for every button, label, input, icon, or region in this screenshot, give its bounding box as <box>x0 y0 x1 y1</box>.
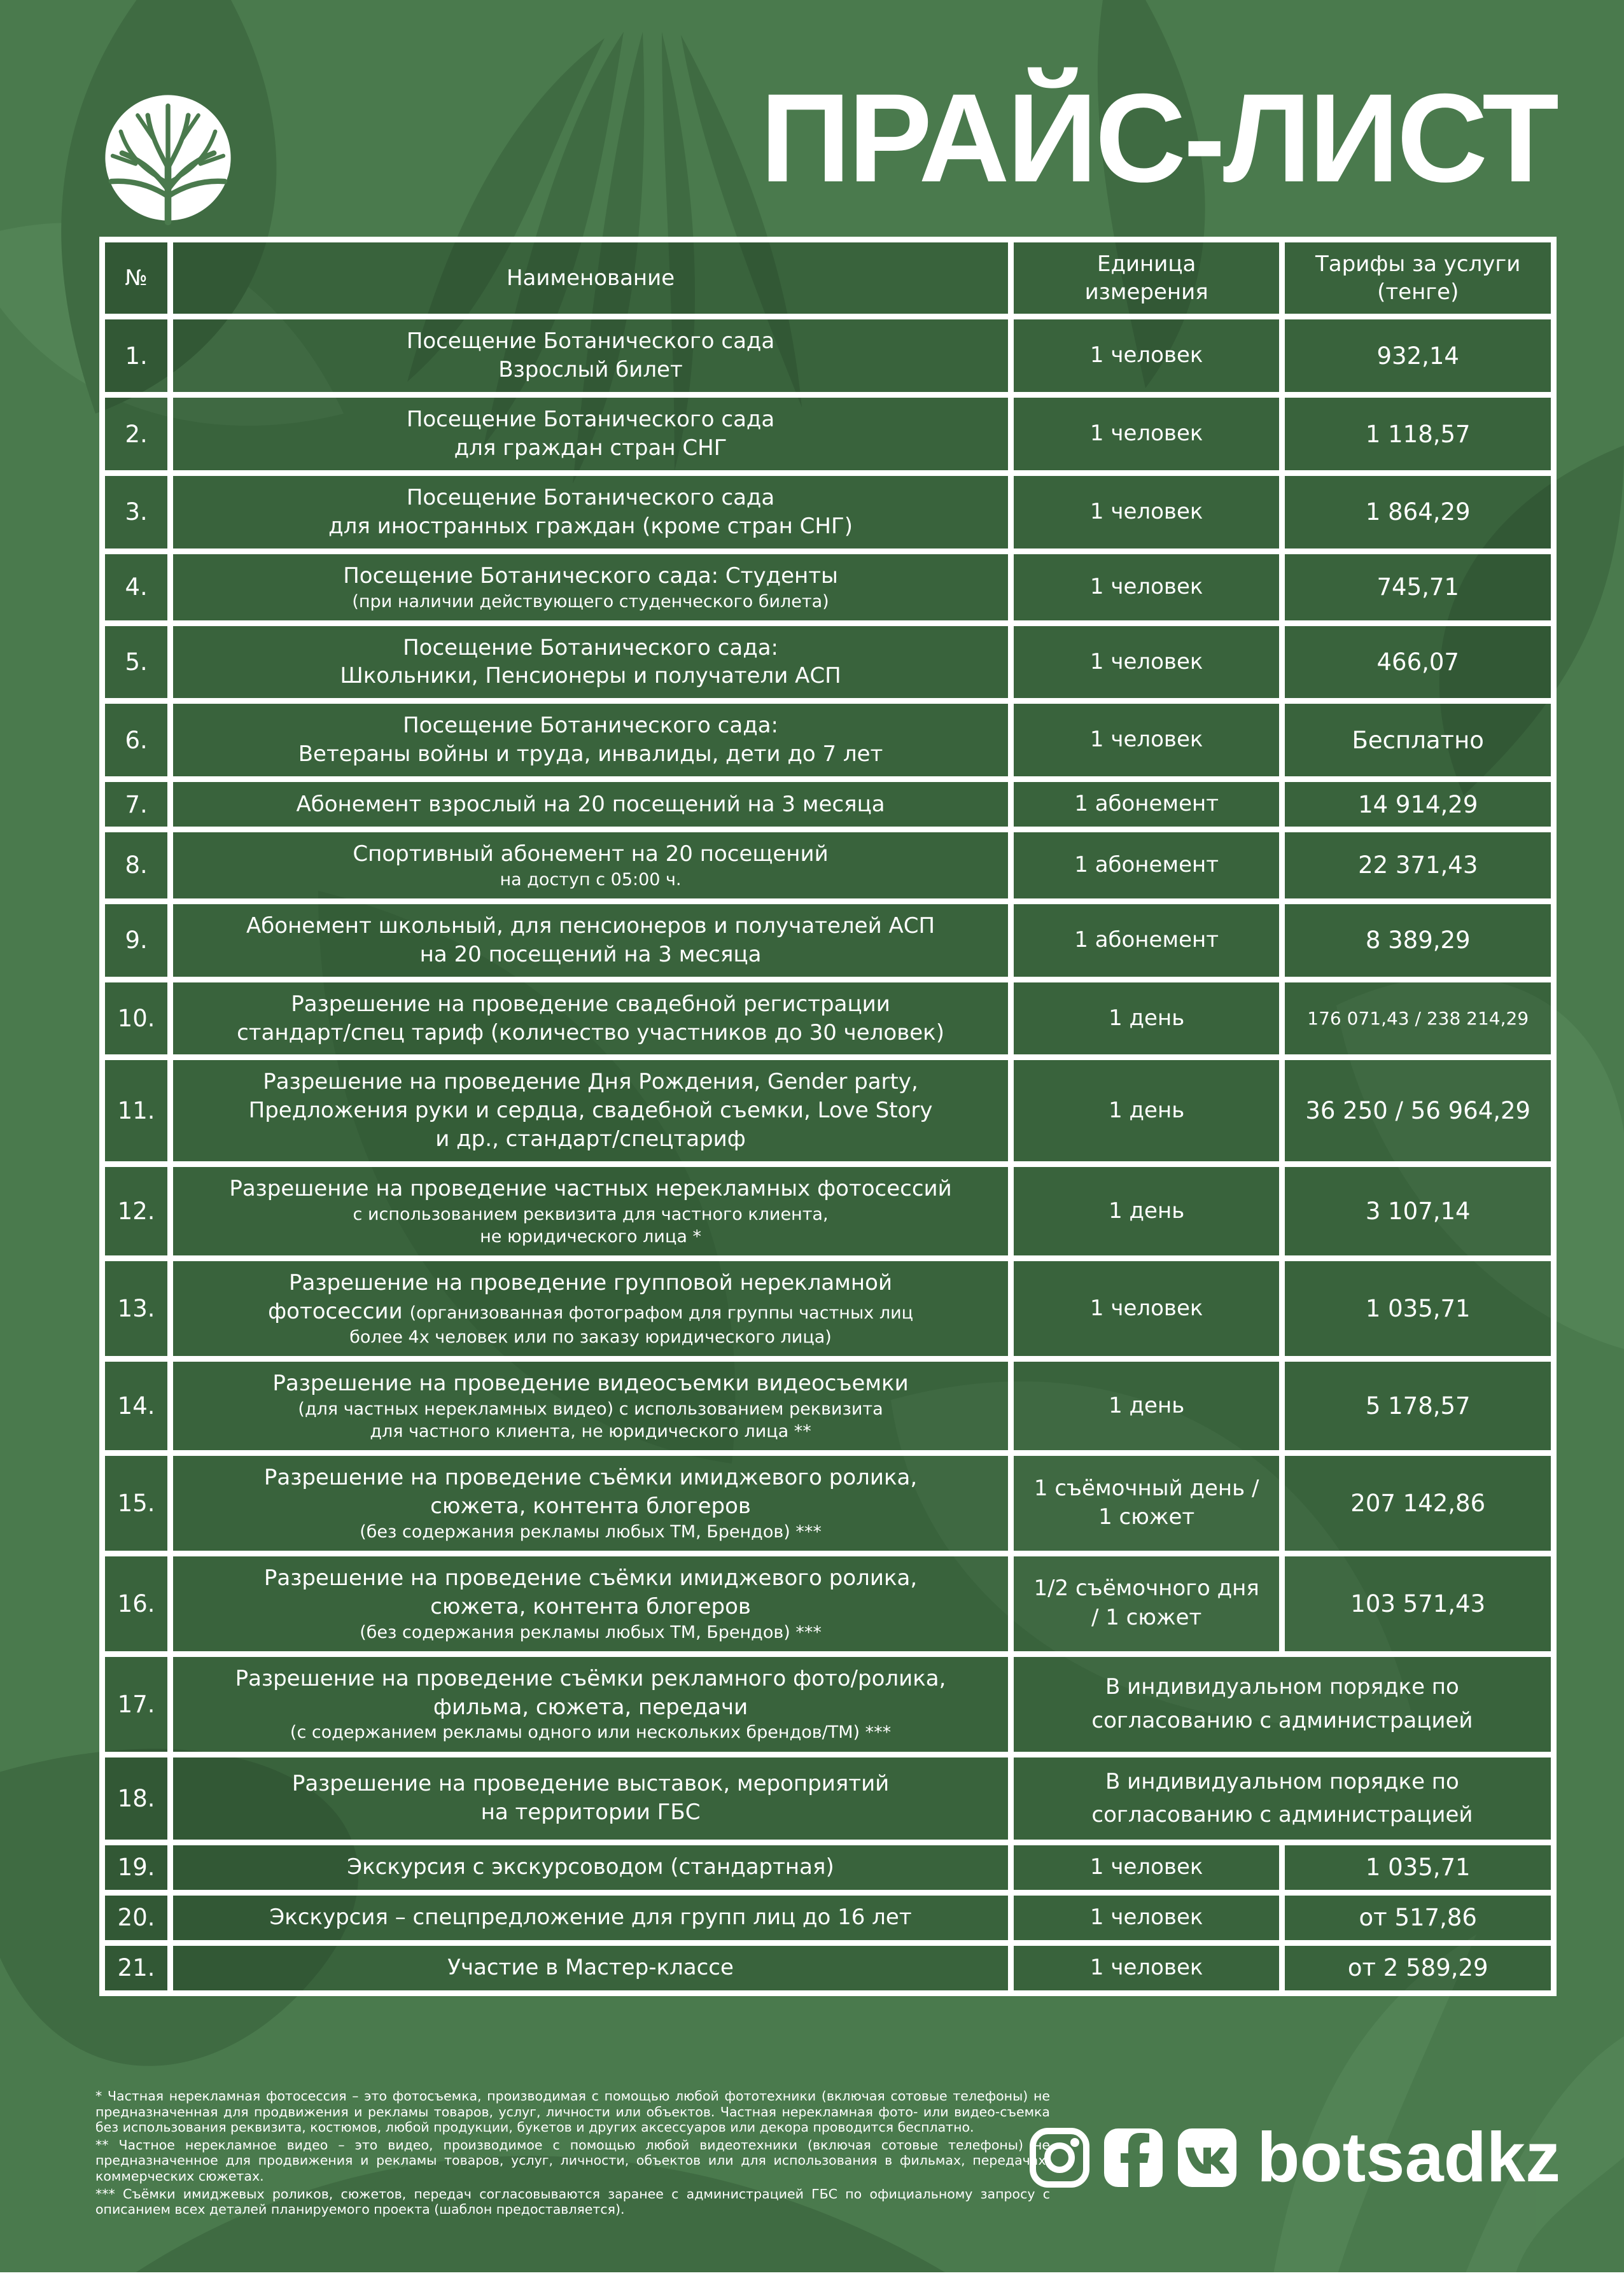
service-name-line <box>183 1953 998 1982</box>
individual-terms-line: В индивидуальном порядке по <box>1105 1674 1459 1700</box>
price-table-body <box>102 317 1554 1993</box>
service-name-text: Разрешение на проведение видеосъемки видеосъемки <box>272 1370 909 1396</box>
service-name <box>171 623 1011 701</box>
unit-line: 1 человек <box>1089 1854 1203 1880</box>
service-name-text: Разрешение на проведение свадебной регистрации <box>291 991 890 1017</box>
unit-cell <box>1011 1359 1282 1453</box>
table-row <box>102 1164 1554 1259</box>
header-tariff: Тарифы за услуги (тенге) <box>1282 240 1554 317</box>
service-name-text: Разрешение на проведение частных нерекламных фотосессий <box>229 1176 952 1202</box>
service-name <box>171 395 1011 473</box>
service-name-line <box>183 912 998 940</box>
service-name-line <box>183 711 998 740</box>
row-number: 21. <box>102 1943 171 1993</box>
service-name-text: стандарт/спец тариф (количество участников до 30 человек) <box>237 1019 944 1045</box>
service-name-line <box>183 1269 998 1297</box>
table-row <box>102 473 1554 551</box>
service-name-text: Предложения руки и сердца, свадебной съемки, Love Story <box>248 1098 933 1124</box>
price-table <box>99 237 1557 1996</box>
footnote: * Частная нерекламная фотосессия – это фотосъемка, производимая с помощью любой фототехники (включая сотовые телефоны) не предназначенная для продвижения и рекламы товаров, услуг, личности или объектов. Частная нерекламная фото- или видео-съемка без использования реквизита, костюмов, любой продукции, букетов и других аксессуаров или декора проводится бесплатно. <box>95 2088 1050 2135</box>
price-cell: 1 035,71 <box>1282 1842 1554 1892</box>
service-name-line <box>183 1068 998 1096</box>
service-name-text: на территории ГБС <box>480 1799 701 1826</box>
row-number: 7. <box>102 779 171 830</box>
unit-cell <box>1011 829 1282 901</box>
unit-line: 1 съёмочный день / <box>1033 1475 1259 1501</box>
service-name-line <box>183 512 998 541</box>
service-name-text: Разрешение на проведение групповой нерекламной <box>289 1270 893 1296</box>
price-cell: 745,71 <box>1282 551 1554 623</box>
row-number: 2. <box>102 395 171 473</box>
service-name-line <box>183 1398 998 1420</box>
table-row <box>102 551 1554 623</box>
service-name-text: Участие в Мастер-классе <box>447 1955 734 1981</box>
service-name-line <box>183 1721 998 1743</box>
social-links <box>1029 2118 1560 2197</box>
service-name-line <box>183 590 998 613</box>
service-name <box>171 1842 1011 1892</box>
service-name-line <box>183 1492 998 1521</box>
service-name-line <box>183 1369 998 1398</box>
unit-cell <box>1011 395 1282 473</box>
unit-line: 1 человек <box>1089 1954 1203 1980</box>
unit-line: 1 абонемент <box>1074 852 1219 878</box>
price-cell: 207 142,86 <box>1282 1453 1554 1554</box>
table-row <box>102 979 1554 1058</box>
service-name-text: Разрешение на проведение съёмки рекламного фото/ролика, <box>235 1665 946 1691</box>
unit-cell <box>1011 1453 1282 1554</box>
unit-line: 1 день <box>1109 1392 1185 1418</box>
price-cell: 14 914,29 <box>1282 779 1554 830</box>
service-name-line <box>183 1175 998 1203</box>
service-name <box>171 901 1011 979</box>
row-number: 18. <box>102 1754 171 1842</box>
service-name <box>171 701 1011 779</box>
service-name-text: Разрешение на проведение Дня Рождения, Gender party, <box>263 1069 918 1095</box>
service-name-text: фотосессии <box>268 1299 410 1325</box>
row-number: 12. <box>102 1164 171 1259</box>
unit-cell <box>1011 979 1282 1058</box>
service-name-text: Посещение Ботанического сада <box>406 484 775 510</box>
table-row <box>102 1058 1554 1164</box>
service-name-line <box>183 1326 998 1348</box>
service-name-text: Разрешение на проведение съёмки имиджевого ролика, <box>263 1465 918 1491</box>
table-row <box>102 1892 1554 1943</box>
service-name-text: Экскурсия с экскурсоводом (стандартная) <box>347 1854 834 1880</box>
table-row <box>102 1553 1554 1654</box>
unit-line: 1 человек <box>1089 1904 1203 1930</box>
price-cell: 103 571,43 <box>1282 1553 1554 1654</box>
price-cell: 36 250 / 56 964,29 <box>1282 1058 1554 1164</box>
service-name <box>171 1892 1011 1943</box>
unit-cell <box>1011 701 1282 779</box>
unit-cell <box>1011 1943 1282 1993</box>
page-title: ПРАЙС-ЛИСТ <box>760 67 1557 208</box>
service-name-text: для граждан стран СНГ <box>454 435 727 461</box>
table-row <box>102 829 1554 901</box>
price-cell: 5 178,57 <box>1282 1359 1554 1453</box>
service-name <box>171 1553 1011 1654</box>
unit-cell <box>1011 1842 1282 1892</box>
service-name-text: (организованная фотографом для группы частных лиц <box>409 1303 914 1324</box>
service-name-line <box>183 634 998 662</box>
table-row <box>102 395 1554 473</box>
service-name <box>171 979 1011 1058</box>
unit-line: 1 сюжет <box>1098 1504 1195 1530</box>
row-number: 11. <box>102 1058 171 1164</box>
header-unit: Единица измерения <box>1011 240 1282 317</box>
price-cell: 466,07 <box>1282 623 1554 701</box>
service-name-line <box>183 662 998 690</box>
unit-line: 1 день <box>1109 1005 1185 1031</box>
row-number: 14. <box>102 1359 171 1453</box>
row-number: 19. <box>102 1842 171 1892</box>
service-name-line <box>183 1203 998 1226</box>
price-cell: 22 371,43 <box>1282 829 1554 901</box>
service-name-line <box>183 1297 998 1326</box>
service-name-text: более 4х человек или по заказу юридического лица) <box>349 1327 832 1347</box>
service-name-line <box>183 1621 998 1644</box>
service-name-line <box>183 1125 998 1154</box>
service-name-text: и др., стандарт/спецтариф <box>435 1126 746 1152</box>
unit-cell <box>1011 1892 1282 1943</box>
service-name-line <box>183 869 998 891</box>
row-number: 1. <box>102 317 171 395</box>
service-name-text: для иностранных граждан (кроме стран СНГ) <box>328 513 853 539</box>
service-name-text: (с содержанием рекламы одного или нескольких брендов/ТМ) *** <box>290 1722 892 1743</box>
service-name-line <box>183 1226 998 1248</box>
row-number: 8. <box>102 829 171 901</box>
service-name-line <box>183 1420 998 1443</box>
service-name-line <box>183 327 998 356</box>
vk-icon[interactable] <box>1177 2127 1238 2188</box>
service-name-line <box>183 740 998 769</box>
unit-line: 1 абонемент <box>1074 926 1219 953</box>
service-name-line <box>183 434 998 463</box>
row-number: 6. <box>102 701 171 779</box>
row-number: 4. <box>102 551 171 623</box>
unit-cell <box>1011 623 1282 701</box>
unit-cell <box>1011 317 1282 395</box>
unit-line: 1 человек <box>1089 727 1203 753</box>
unit-line: 1 человек <box>1089 421 1203 447</box>
service-name-line <box>183 1521 998 1543</box>
service-name-line <box>183 1564 998 1593</box>
unit-cell <box>1011 901 1282 979</box>
unit-cell <box>1011 1164 1282 1259</box>
price-cell: 176 071,43 / 238 214,29 <box>1282 979 1554 1058</box>
header-name: Наименование <box>171 240 1011 317</box>
unit-line: 1 человек <box>1089 573 1203 599</box>
table-row <box>102 1259 1554 1359</box>
row-number: 10. <box>102 979 171 1058</box>
price-cell: от 517,86 <box>1282 1892 1554 1943</box>
service-name-text: Посещение Ботанического сада: <box>403 713 778 739</box>
table-row <box>102 1754 1554 1842</box>
unit-line: 1 абонемент <box>1074 791 1219 817</box>
service-name-line <box>183 790 998 819</box>
service-name-text: Посещение Ботанического сада: Студенты <box>343 563 838 589</box>
table-row <box>102 701 1554 779</box>
row-number: 13. <box>102 1259 171 1359</box>
price-cell: 1 118,57 <box>1282 395 1554 473</box>
unit-line: 1 человек <box>1089 648 1203 674</box>
row-number: 15. <box>102 1453 171 1554</box>
price-cell: 932,14 <box>1282 317 1554 395</box>
header-number: № <box>102 240 171 317</box>
price-table-container <box>99 237 1557 1996</box>
service-name-text: Взрослый билет <box>498 357 683 383</box>
service-name-line <box>183 990 998 1019</box>
unit-line: / 1 сюжет <box>1091 1605 1202 1631</box>
instagram-icon[interactable] <box>1029 2127 1090 2188</box>
service-name-line <box>183 356 998 384</box>
service-name-line <box>183 1096 998 1125</box>
service-name-text: Посещение Ботанического сада <box>406 407 775 433</box>
service-name-line <box>183 1665 998 1693</box>
unit-cell <box>1011 1259 1282 1359</box>
service-name-text: Экскурсия – спецпредложение для групп лиц до 16 лет <box>269 1904 912 1931</box>
service-name-line <box>183 562 998 590</box>
unit-line: 1 человек <box>1089 498 1203 524</box>
service-name-line <box>183 1798 998 1827</box>
service-name-text: на доступ с 05:00 ч. <box>500 869 682 890</box>
service-name <box>171 473 1011 551</box>
table-row <box>102 1842 1554 1892</box>
service-name-text: сюжета, контента блогеров <box>430 1593 751 1619</box>
service-name <box>171 1058 1011 1164</box>
service-name <box>171 551 1011 623</box>
price-cell: Бесплатно <box>1282 701 1554 779</box>
table-row <box>102 1943 1554 1993</box>
service-name <box>171 779 1011 830</box>
table-row <box>102 901 1554 979</box>
service-name-text: Ветераны войны и труда, инвалиды, дети до 7 лет <box>298 741 883 767</box>
service-name-text: на 20 посещений на 3 месяца <box>419 941 762 967</box>
service-name-text: Спортивный абонемент на 20 посещений <box>353 841 829 867</box>
unit-cell <box>1011 1058 1282 1164</box>
table-row <box>102 1654 1554 1754</box>
individual-terms-cell <box>1011 1754 1553 1842</box>
service-name-text: фильма, сюжета, передачи <box>433 1694 748 1720</box>
row-number: 16. <box>102 1553 171 1654</box>
service-name <box>171 1943 1011 1993</box>
service-name-line <box>183 405 998 434</box>
service-name-text: для частного клиента, не юридического лица ** <box>370 1421 811 1441</box>
table-row <box>102 1453 1554 1554</box>
service-name-text: (без содержания рекламы любых ТМ, Брендов) *** <box>360 1622 822 1642</box>
service-name <box>171 1654 1011 1754</box>
table-row <box>102 779 1554 830</box>
price-cell: 1 864,29 <box>1282 473 1554 551</box>
botanical-garden-tree-logo <box>101 88 235 228</box>
service-name-text: не юридического лица * <box>480 1227 701 1247</box>
service-name-text: (при наличии действующего студенческого билета) <box>352 591 829 611</box>
price-cell: от 2 589,29 <box>1282 1943 1554 1993</box>
footnotes-block <box>95 2088 1050 2219</box>
service-name-text: Разрешение на проведение выставок, мероприятий <box>291 1771 890 1797</box>
unit-cell <box>1011 779 1282 830</box>
service-name <box>171 829 1011 901</box>
service-name <box>171 1754 1011 1842</box>
row-number: 17. <box>102 1654 171 1754</box>
service-name-text: сюжета, контента блогеров <box>430 1493 751 1519</box>
table-row <box>102 623 1554 701</box>
unit-line: 1/2 съёмочного дня <box>1033 1576 1259 1602</box>
unit-cell <box>1011 473 1282 551</box>
table-row <box>102 317 1554 395</box>
service-name <box>171 1359 1011 1453</box>
service-name <box>171 1164 1011 1259</box>
service-name-line <box>183 1693 998 1722</box>
individual-terms-cell <box>1011 1654 1553 1754</box>
service-name <box>171 317 1011 395</box>
service-name-line <box>183 484 998 512</box>
unit-line: 1 день <box>1109 1198 1185 1224</box>
service-name-line <box>183 1853 998 1882</box>
service-name-text: Посещение Ботанического сада <box>406 328 775 354</box>
unit-line: 1 человек <box>1089 342 1203 368</box>
service-name-text: Абонемент школьный, для пенсионеров и получателей АСП <box>246 912 935 939</box>
service-name-line <box>183 840 998 869</box>
service-name-line <box>183 1464 998 1492</box>
price-cell: 3 107,14 <box>1282 1164 1554 1259</box>
service-name <box>171 1259 1011 1359</box>
service-name-line <box>183 940 998 969</box>
row-number: 20. <box>102 1892 171 1943</box>
service-name-line <box>183 1593 998 1621</box>
unit-line: 1 день <box>1109 1097 1185 1123</box>
price-cell: 1 035,71 <box>1282 1259 1554 1359</box>
service-name-text: (для частных нерекламных видео) с использованием реквизита <box>298 1399 883 1419</box>
facebook-icon[interactable] <box>1103 2127 1164 2188</box>
individual-terms-line: согласованию с администрацией <box>1091 1802 1473 1828</box>
service-name-text: (без содержания рекламы любых ТМ, Брендов) *** <box>360 1521 822 1542</box>
service-name <box>171 1453 1011 1554</box>
footnote: *** Съёмки имиджевых роликов, сюжетов, передач согласовываются заранее с администрацией ГБС по официальному запросу с описанием всех деталей планируемого проекта (шаблон предоставляется). <box>95 2186 1050 2218</box>
price-cell: 8 389,29 <box>1282 901 1554 979</box>
footnote: ** Частное нерекламное видео – это видео, производимое с помощью любой видеотехники (включая сотовые телефоны) не предназначенное для продвижения и рекламы товаров, услуг, личности, объектов или для использования в фильмах, передачах, коммерческих сюжетах. <box>95 2137 1050 2184</box>
unit-cell <box>1011 1553 1282 1654</box>
service-name-line <box>183 1770 998 1798</box>
social-handle[interactable]: botsadkz <box>1257 2118 1560 2197</box>
service-name-text: Разрешение на проведение съёмки имиджевого ролика, <box>263 1565 918 1591</box>
row-number: 9. <box>102 901 171 979</box>
unit-cell <box>1011 551 1282 623</box>
row-number: 3. <box>102 473 171 551</box>
unit-line: 1 человек <box>1089 1295 1203 1321</box>
individual-terms-line: согласованию с администрацией <box>1091 1708 1473 1734</box>
service-name-text: Школьники, Пенсионеры и получатели АСП <box>340 663 841 689</box>
service-name-text: Абонемент взрослый на 20 посещений на 3 месяца <box>296 791 885 817</box>
service-name-line <box>183 1019 998 1047</box>
service-name-text: с использованием реквизита для частного клиента, <box>353 1204 829 1224</box>
service-name-line <box>183 1903 998 1932</box>
service-name-text: Посещение Ботанического сада: <box>403 634 778 660</box>
page-bottom-edge <box>0 2272 1624 2278</box>
individual-terms-line: В индивидуальном порядке по <box>1105 1768 1459 1794</box>
table-row <box>102 1359 1554 1453</box>
row-number: 5. <box>102 623 171 701</box>
table-header-row <box>102 240 1554 317</box>
